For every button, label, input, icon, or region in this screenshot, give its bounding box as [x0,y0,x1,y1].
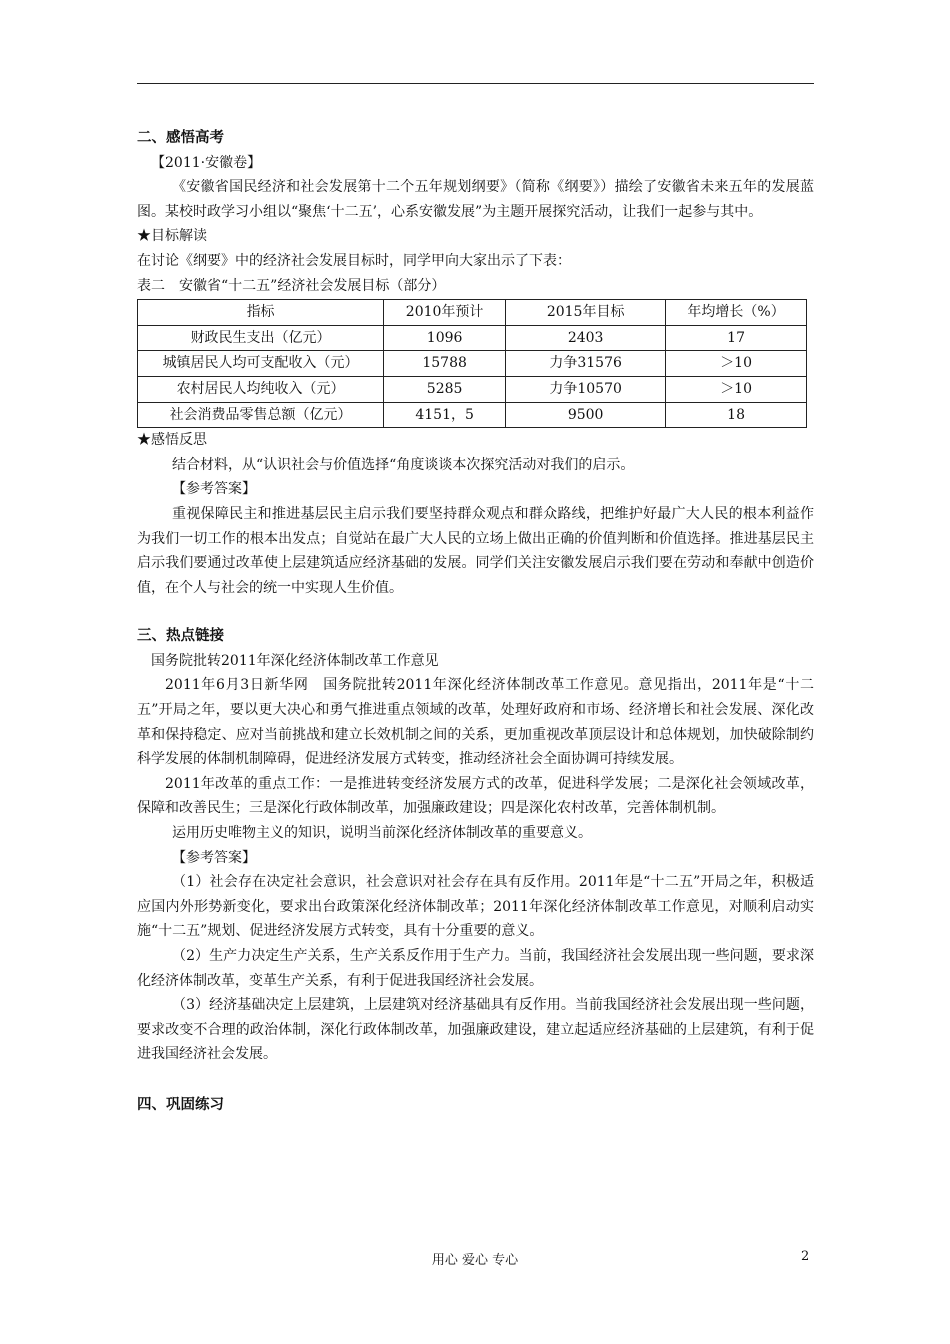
table-cell: 17 [666,325,807,351]
section-3-title: 三、热点链接 [137,628,224,645]
table-row [138,351,807,377]
table-row [138,402,807,428]
target-text: 在讨论《纲要》中的经济社会发展目标时，同学甲向大家出示了下表： [137,252,571,269]
table-cell: 9500 [506,402,666,428]
header-rule [137,83,814,84]
answer-point-1: （1）社会存在决定社会意识，社会意识对社会存在具有反作用。2011年是“十二五”开局之年，积极适应国内外形势新变化，要求出台政策深化经济体制改革；2011年深化经济体制改革工作意见，对顺利启动实施“十二五”规划、促进经济发展方式转变，具有十分重要的意义。 [137,874,814,940]
table-cell: 城镇居民人均可支配收入（元） [138,351,384,377]
table-caption: 表二 安徽省“十二五”经济社会发展目标（部分） [137,277,446,294]
reflect-question: 结合材料，从“认识社会与价值选择“角度谈谈本次探究活动对我们的启示。 [172,456,635,473]
news-paragraph-1: 2011年6月3日新华网 国务院批转2011年深化经济体制改革工作意见。意见指出，2011年是“十二五”开局之年，要以更大决心和勇气推进重点领域的改革，处理好政府和市场、经济增长和社会发展、深化改革和保持稳定、应对当前挑战和建立长效机制之间的关系，更加重视改革顶层设计和总体规划，加快破除制约科学发展的体制机制障碍，促进经济发展方式转变，推动经济社会全面协调可持续发展。 [137,677,814,768]
table-cell: 5285 [384,376,506,402]
answer-text: 重视保障民主和推进基层民主启示我们要坚持群众观点和群众路线，把维护好最广大人民的根本利益作为我们一切工作的根本出发点；自觉站在最广大人民的立场上做出正确的价值判断和价值选择。推进基层民主启示我们要通过改革使上层建筑适应经济基础的发展。同学们关注安徽发展启示我们要在劳动和奉献中创造价值，在个人与社会的统一中实现人生价值。 [137,505,814,596]
answer-label: 【参考答案】 [172,849,256,866]
table-cell: 力争31576 [506,351,666,377]
table-cell: 社会消费品零售总额（亿元） [138,402,384,428]
spacer [137,600,814,624]
table-header-cell: 指标 [138,300,384,326]
table-cell: 农村居民人均纯收入（元） [138,376,384,402]
intro-paragraph: 《安徽省国民经济和社会发展第十二个五年规划纲要》（简称《纲要》）描绘了安徽省未来五年的发展蓝图。某校时政学习小组以“聚焦‘十二五’，心系安徽发展”为主题开展探究活动，让我们一起参与其中。 [137,179,814,220]
table-cell: 财政民生支出（亿元） [138,325,384,351]
table-cell: 2403 [506,325,666,351]
reflect-heading: ★感悟反思 [137,432,207,449]
target-heading: ★目标解读 [137,228,207,245]
table-cell: 力争10570 [506,376,666,402]
goals-table [137,299,807,428]
news-title: 国务院批转2011年深化经济体制改革工作意见 [151,652,439,669]
footer-text: 用心 爱心 专心 [431,1253,519,1268]
section-2-title: 二、感悟高考 [137,130,224,146]
table-cell: 4151，5 [384,402,506,428]
section-4-title: 四、巩固练习 [137,1096,224,1113]
exam-tag: 【2011·安徽卷】 [151,154,262,171]
answer-label: 【参考答案】 [172,481,256,498]
table-row [138,325,807,351]
table-cell: 18 [666,402,807,428]
table-header-cell: 2015年目标 [506,300,666,326]
table-header-row [138,300,807,326]
question-text: 运用历史唯物主义的知识，说明当前深化经济体制改革的重要意义。 [172,825,592,842]
table-cell: 15788 [384,351,506,377]
table-header-cell: 年均增长（%） [666,300,807,326]
answer-point-2: （2）生产力决定生产关系，生产关系反作用于生产力。当前，我国经济社会发展出现一些问题，要求深化经济体制改革，变革生产关系，有利于促进我国经济社会发展。 [137,948,814,989]
page-content [137,126,814,1118]
spacer [137,1067,814,1093]
table-header-cell: 2010年预计 [384,300,506,326]
answer-point-3: （3）经济基础决定上层建筑，上层建筑对经济基础具有反作用。当前我国经济社会发展出现一些问题，要求改变不合理的政治体制，深化行政体制改革，加强廉政建设，建立起适应经济基础的上层建筑，有利于促进我国经济社会发展。 [137,997,814,1063]
table-cell: ＞10 [666,376,807,402]
news-paragraph-2: 2011年改革的重点工作：一是推进转变经济发展方式的改革，促进科学发展；二是深化社会领域改革，保障和改善民生；三是深化行政体制改革，加强廉政建设；四是深化农村改革，完善体制机制。 [137,775,814,817]
table-cell: ＞10 [666,351,807,377]
page-number: 2 [801,1249,810,1264]
table-cell: 1096 [384,325,506,351]
table-row [138,376,807,402]
